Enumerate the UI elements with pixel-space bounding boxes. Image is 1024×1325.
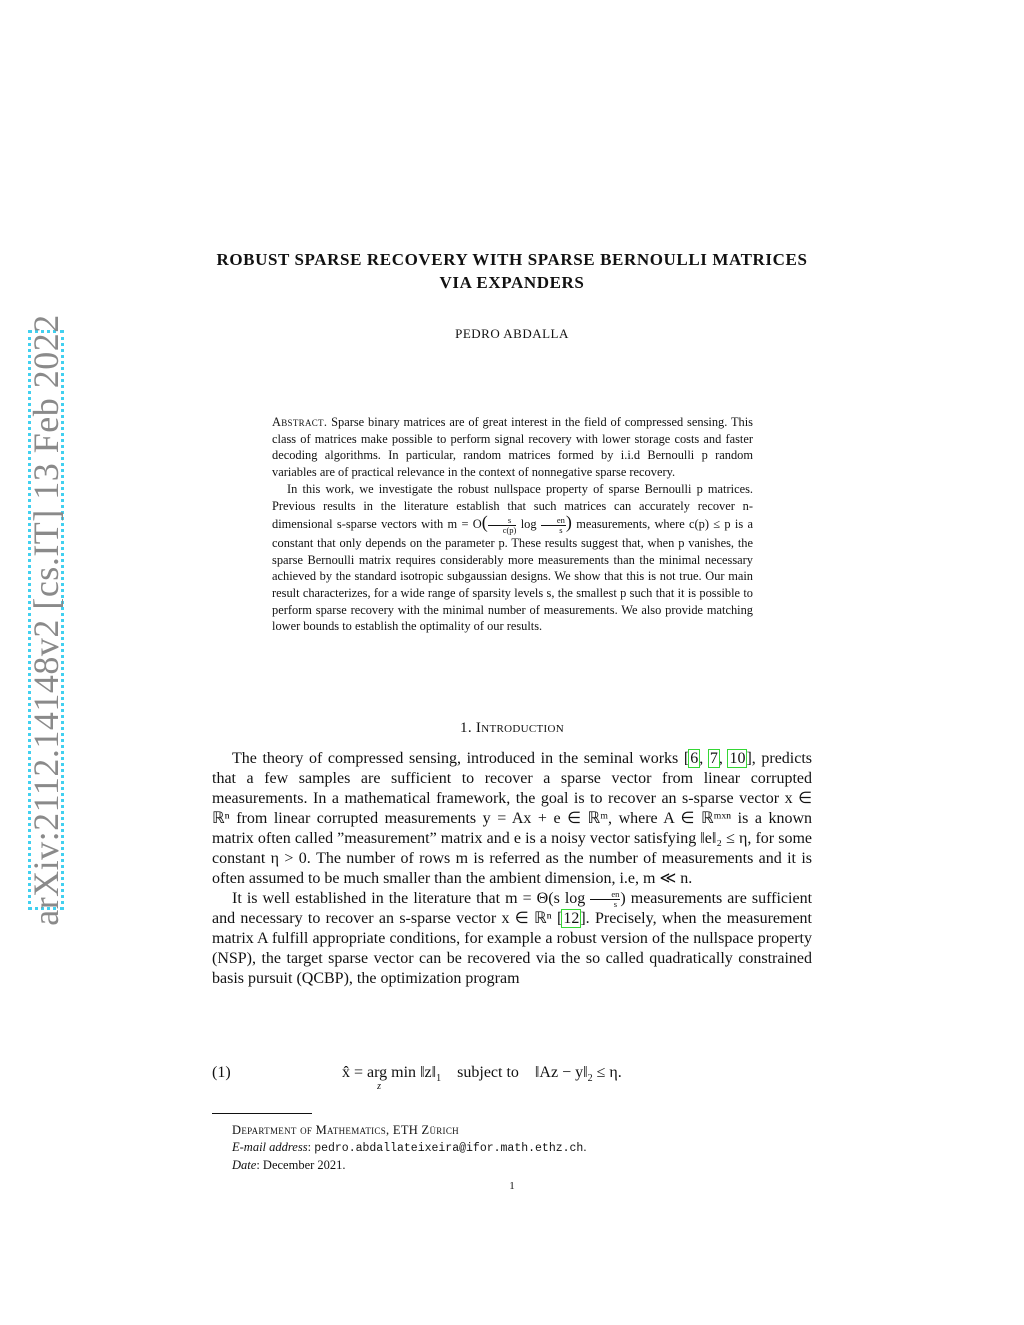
equation-body xyxy=(342,1064,622,1092)
email-line: E-mail address: pedro.abdallateixeira@ifor.math.ethz.ch. xyxy=(232,1139,587,1155)
fraction-numerator: en xyxy=(541,516,566,526)
fraction-numerator: en xyxy=(590,890,620,900)
footnote-rule xyxy=(212,1113,312,1114)
section-heading xyxy=(200,720,824,737)
footnotes xyxy=(232,1122,812,1174)
abstract-text-2b: measurements, where c(p) ≤ p is a constant that only depends on the parameter p. These results suggest that, when p vanishes, the sparse Bernoulli matrix requires considerably more measurements than the minimal necessary achieved by the standard isotropic subgaussian designs. We show that this is not true. Our main result characterizes, for a wide range of sparsity levels s, the smallest p such that it is possible to perform sparse recovery with the minimal number of measurements. We also provide matching lower bounds to establish the optimality of our results. xyxy=(272,517,753,634)
citation-link-6[interactable]: 6 xyxy=(690,750,699,767)
arxiv-stamp-text: arXiv:2112.14148v2 [cs.IT] 13 Feb 2022 xyxy=(26,314,66,926)
email-address[interactable]: pedro.abdallateixeira@ifor.math.ethz.ch xyxy=(314,1141,584,1155)
paper-author: PEDRO ABDALLA xyxy=(455,326,569,341)
intro-text-2c: ]. Precisely, when the measurement matrix A fulfill appropriate conditions, for example a robust version of the nullspace property (NSP), the target sparse vector can be recovered via the so called quadratically constrained basis pursuit (QCBP), the optimization program xyxy=(212,910,812,987)
paper-title: ROBUST SPARSE RECOVERY WITH SPARSE BERNOULLI MATRICES VIA EXPANDERS xyxy=(216,250,808,292)
fraction-en-over-s xyxy=(541,516,566,535)
fraction-denominator: s xyxy=(559,524,563,535)
constraint-norm: ‖Az − y‖ xyxy=(534,1064,588,1081)
abstract-paragraph-1 xyxy=(272,414,753,481)
argmin xyxy=(342,1064,416,1092)
date-value: December 2021. xyxy=(262,1158,346,1172)
argmin-text: x̂ = arg min xyxy=(342,1064,417,1081)
date-line: Date: December 2021. xyxy=(232,1158,346,1172)
subject-to: subject to xyxy=(457,1064,519,1081)
constraint-bound: ≤ η. xyxy=(592,1064,622,1081)
fraction-denominator: c(p) xyxy=(502,524,517,535)
argmin-subscript: z xyxy=(377,1081,381,1092)
intro-text-1b: ], predicts that a few samples are sufficient to recover a sparse vector from linear corrupted measurements. In a mathematical framework, the goal is to recover an s-sparse vector x ∈ ℝⁿ from linear corrupted measurements y = Ax + e ∈ ℝᵐ, where A ∈ ℝᵐˣⁿ is a known matrix often called ”measurement” matrix and e is a noisy vector satisfying ‖e‖₂ ≤ η, for some constant η > 0. The number of rows m is referred as the number of measurements and it is often assumed to be much smaller than the ambient dimension, i.e, m ≪ n. xyxy=(212,750,813,887)
abstract-paragraph-2: In this work, we investigate the robust nullspace property of sparse Bernoulli p matrices. Previous results in the literature establish that such matrices can accurately recover n-dimensional s-sparse vectors with m = O( $\frac{s}{c(p)}$ log $\frac{en}{s}$ ) measurements, where c(p) ≤ p is a constant that only depends on the parameter p. These results suggest that, when p vanishes, the sparse Bernoulli matrix requires considerably more measurements than the minimal necessary achieved by the standard isotropic subgaussian designs. We show that this is not true. Our main result characterizes, for a wide range of sparsity levels s, the smallest p such that it is possible to perform sparse recovery with the minimal number of measurements. We also provide matching lower bounds to establish the optimality of our results. xyxy=(272,481,753,634)
equation-number: (1) xyxy=(212,1064,231,1081)
intro-text-2a: It is well established in the literature that m = Θ(s log xyxy=(232,890,586,907)
citation-link-7[interactable]: 7 xyxy=(709,750,718,767)
citation-link-12[interactable]: 12 xyxy=(563,910,580,927)
citation-link-10[interactable]: 10 xyxy=(729,750,746,767)
email-label: E-mail address xyxy=(232,1139,308,1154)
constraint-norm-subscript: 2 xyxy=(587,1073,593,1084)
equation-1 xyxy=(212,1064,812,1094)
introduction-body xyxy=(212,749,812,989)
abstract-label: Abstract. xyxy=(272,415,328,429)
intro-paragraph-1: The theory of compressed sensing, introduced in the seminal works [6, 7, 10], predicts that a few samples are sufficient to recover a sparse vector from linear corrupted measurements. In a mathematical framework, the goal is to recover an s-sparse vector x ∈ ℝⁿ from linear corrupted measurements y = Ax + e ∈ ℝᵐ, where A ∈ ℝᵐˣⁿ is a known matrix often called ”measurement” matrix and e is a noisy vector satisfying ‖e‖₂ ≤ η, for some constant η > 0. The number of rows m is referred as the number of measurements and it is often assumed to be much smaller than the ambient dimension, i.e, m ≪ n. xyxy=(212,750,813,887)
fraction-numerator: s xyxy=(488,516,517,526)
affiliation: Department of Mathematics, ETH Zürich xyxy=(232,1123,459,1137)
date-label: Date xyxy=(232,1158,257,1172)
arxiv-stamp xyxy=(26,314,66,926)
log-text: log xyxy=(520,517,537,532)
intro-text-1a: The theory of compressed sensing, introduced in the seminal works [ xyxy=(232,750,690,767)
abstract-text-1: Sparse binary matrices are of great interest in the field of compressed sensing. This class of matrices make possible to perform signal recovery with lower storage costs and faster decoding algorithms. In particular, random matrices formed by i.i.d Bernoulli p random variables are of practical relevance in the context of nonnegative sparse recovery. xyxy=(272,415,753,480)
fraction-denominator: s xyxy=(613,898,618,909)
intro-text-2b: ) measurements are sufficient and necessary to recover an s-sparse vector x ∈ ℝⁿ [ xyxy=(212,890,813,927)
fraction-en-over-s xyxy=(590,890,620,909)
intro-paragraph-2 xyxy=(212,889,812,989)
section-title: 1. Introduction xyxy=(460,720,564,736)
page-number: 1 xyxy=(509,1180,515,1192)
objective-norm: ‖z‖ xyxy=(420,1064,437,1081)
fraction-s-over-cp xyxy=(488,516,517,535)
abstract-text-2a: In this work, we investigate the robust nullspace property of sparse Bernoulli p matrices. Previous results in the literature establish that such matrices can accurately recover n-dimensional s-sparse vectors with m = O xyxy=(272,481,753,532)
objective-norm-subscript: 1 xyxy=(436,1073,442,1084)
abstract xyxy=(272,414,753,635)
